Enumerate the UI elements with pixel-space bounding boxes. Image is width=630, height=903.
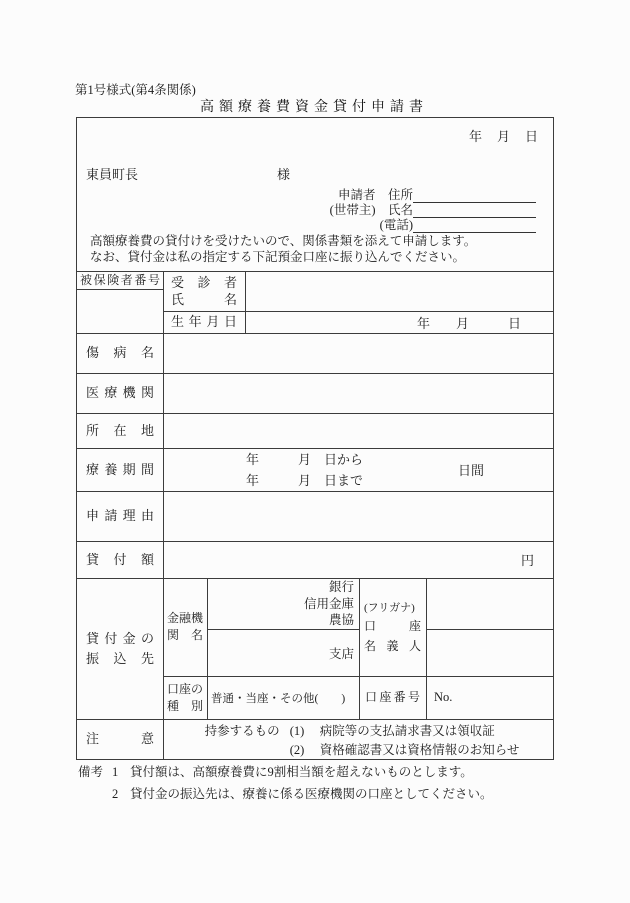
birth-date-label-cell — [163, 311, 245, 333]
institution-label-cell — [77, 373, 163, 413]
remarks-item-1-num: 1 — [112, 765, 119, 779]
reason-label-cell — [77, 491, 163, 541]
insured-number-field — [77, 289, 163, 333]
date-line: 年 月 日 — [468, 129, 539, 144]
bank-name-field — [207, 578, 359, 629]
account-holder-field — [426, 629, 553, 676]
account-holder-label-line1: 口座 — [364, 619, 421, 633]
applicant-address-label: 申請者 住所 — [337, 188, 413, 202]
amount-unit-label: 円 — [521, 553, 535, 568]
location-label: 所在地 — [86, 422, 154, 438]
insured-number-label-cell — [77, 271, 163, 289]
patient-name-label-line1: 受診者 — [171, 275, 237, 290]
furigana-label: (フリガナ) — [364, 602, 415, 614]
branch-label: 支店 — [328, 646, 354, 661]
statement-line-1: 高額療養費の貸付けを受けたいので、関係書類を添えて申請します。 — [90, 234, 477, 248]
birth-date-label: 生年月日 — [171, 314, 237, 329]
account-type-label-cell — [163, 676, 207, 719]
amount-label-cell — [77, 541, 163, 578]
bank-type-bank: 銀行 — [328, 580, 354, 595]
page-title: 高額療養費資金貸付申請書 — [200, 100, 428, 115]
bank-type-shinkin: 信用金庫 — [303, 596, 354, 611]
patient-name-field — [245, 271, 553, 311]
addressee-honorific: 様 — [277, 167, 291, 182]
reason-field — [163, 491, 553, 541]
account-holder-label-cell — [359, 578, 426, 676]
birth-date-units: 年 月 日 — [417, 315, 522, 331]
financial-institution-label-line1: 金融機 — [167, 611, 204, 625]
account-holder-label-line2: 名義人 — [364, 639, 421, 653]
name-underline — [413, 204, 536, 218]
remarks-item-2-num: 2 — [112, 787, 119, 801]
caution-label: 注意 — [86, 731, 154, 746]
address-underline — [413, 189, 536, 203]
applicant-phone-label: (電話) — [379, 218, 413, 232]
caution-item-1 — [290, 722, 520, 741]
account-type-label-line2: 種別 — [167, 698, 203, 713]
applicant-name-row — [306, 203, 536, 218]
form-border — [76, 117, 554, 760]
period-days-cell — [458, 448, 518, 491]
caution-items — [290, 722, 520, 760]
branch-field — [207, 629, 359, 676]
remarks-block — [78, 764, 493, 808]
bank-type-nokyo: 農協 — [328, 613, 354, 628]
location-field — [163, 413, 553, 448]
account-number-label-cell — [359, 676, 426, 719]
phone-underline — [413, 219, 536, 233]
caution-content-cell — [163, 719, 553, 759]
remarks-row-2 — [78, 786, 493, 802]
remarks-label: 備考 — [78, 765, 104, 779]
patient-name-label-line2: 氏名 — [171, 292, 237, 307]
period-to: 年 月 日まで — [246, 472, 364, 488]
disease-field — [163, 333, 553, 373]
patient-name-label-cell — [163, 271, 245, 311]
caution-item-2-text: 資格確認書又は資格情報のお知らせ — [319, 743, 520, 757]
account-type-label-line1: 口座の — [167, 681, 204, 696]
transfer-label-line2: 振込先 — [86, 650, 154, 666]
caution-intro: 持参するもの — [204, 724, 280, 738]
period-from: 年 月 日から — [246, 451, 364, 467]
caution-item-1-text: 病院等の支払請求書又は領収証 — [319, 724, 495, 738]
applicant-name-label: (世帯主) 氏名 — [329, 203, 413, 217]
addressee: 東員町長 — [86, 167, 139, 182]
applicant-phone-row — [306, 218, 536, 233]
account-number-field — [426, 676, 553, 719]
caution-item-2 — [290, 741, 520, 760]
account-holder-furigana-field — [426, 578, 553, 629]
insured-number-label: 被保険者番号 — [80, 272, 160, 287]
period-label-cell — [77, 448, 163, 491]
caution-item-1-num: (1) — [289, 724, 305, 738]
institution-field — [163, 373, 553, 413]
period-label: 療養期間 — [86, 461, 154, 477]
period-days-label: 日間 — [458, 463, 485, 478]
financial-institution-label-cell — [163, 578, 207, 676]
account-number-prefix: No. — [434, 690, 453, 704]
amount-field — [163, 541, 553, 578]
applicant-block — [306, 188, 536, 233]
remarks-item-1-text: 貸付額は、高額療養費に9割相当額を超えないものとします。 — [130, 765, 473, 779]
caution-label-cell — [77, 719, 163, 759]
account-type-options: 普通・当座・その他( ) — [211, 692, 346, 705]
remarks-item-2-text: 貸付金の振込先は、療養に係る医療機関の口座としてください。 — [130, 787, 493, 801]
location-label-cell — [77, 413, 163, 448]
form-code: 第1号様式(第4条関係) — [75, 83, 196, 97]
amount-label: 貸付額 — [86, 551, 154, 567]
financial-institution-label-line2: 関名 — [167, 628, 203, 642]
account-type-options-cell — [207, 676, 359, 719]
period-field — [163, 448, 458, 491]
birth-date-field — [245, 311, 553, 333]
statement-text — [90, 233, 476, 265]
statement-line-2: なお、貸付金は私の指定する下記預金口座に振り込んでください。 — [90, 250, 466, 264]
institution-label: 医療機関 — [86, 385, 154, 400]
transfer-label-cell — [77, 578, 163, 719]
caution-item-2-num: (2) — [289, 743, 305, 757]
remarks-row-1 — [78, 764, 493, 780]
remarks-spacer — [78, 786, 112, 802]
reason-label: 申請理由 — [86, 508, 154, 523]
transfer-label-line1: 貸付金の — [86, 630, 154, 646]
account-number-label: 口座番号 — [365, 690, 420, 704]
disease-label-cell — [77, 333, 163, 373]
disease-label: 傷病名 — [86, 345, 154, 360]
